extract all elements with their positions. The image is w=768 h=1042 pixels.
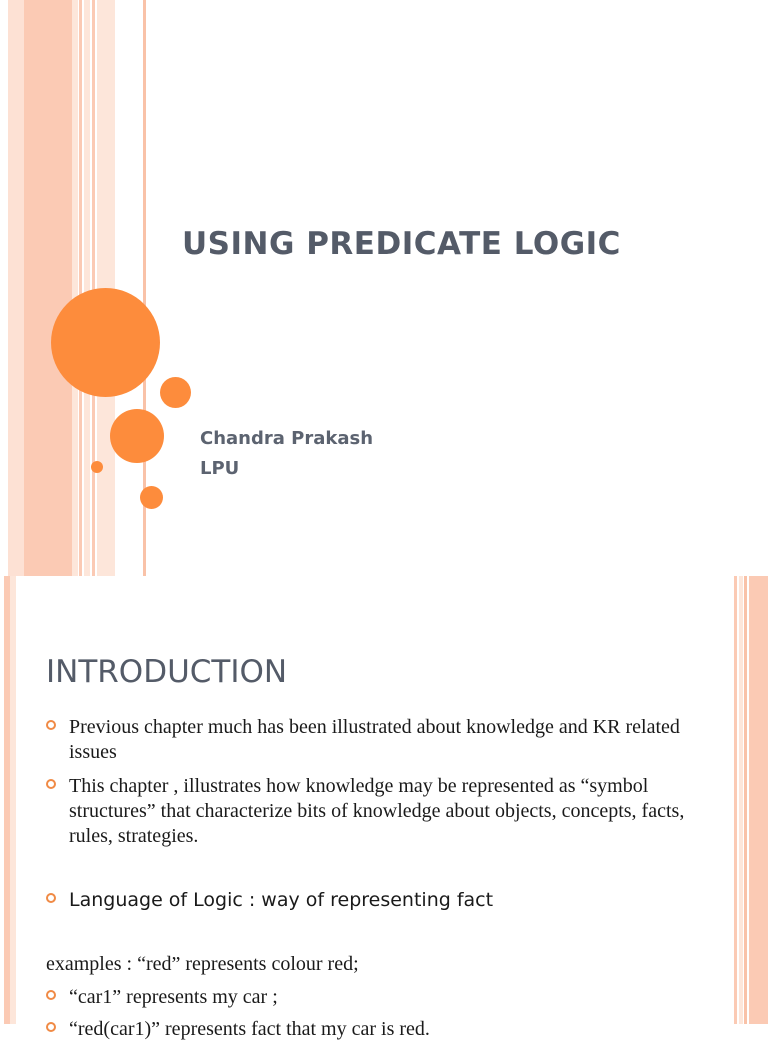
example-bullet-list bbox=[46, 985, 706, 1042]
decorative-stripe bbox=[10, 576, 16, 1024]
list-item bbox=[46, 1017, 706, 1042]
introduction-slide bbox=[0, 576, 768, 1040]
list-item bbox=[46, 715, 706, 765]
list-item bbox=[46, 888, 706, 913]
decorative-stripe bbox=[739, 576, 743, 1024]
decorative-circle bbox=[140, 486, 163, 509]
decorative-circle-small bbox=[91, 461, 103, 473]
bullet-circle-icon bbox=[46, 720, 56, 730]
list-item-text: “car1” represents my car ; bbox=[69, 986, 278, 1008]
decorative-circle bbox=[110, 409, 164, 463]
list-item-text: “red(car1)” represents fact that my car is red. bbox=[69, 1018, 430, 1040]
author-block bbox=[200, 424, 373, 484]
list-item bbox=[46, 985, 706, 1010]
decorative-circle bbox=[160, 377, 191, 408]
decorative-circle-large bbox=[51, 288, 160, 397]
decorative-stripe bbox=[79, 0, 82, 576]
bullet-circle-icon bbox=[46, 990, 56, 1000]
decorative-stripe bbox=[72, 0, 78, 576]
author-name: Chandra Prakash bbox=[200, 428, 374, 449]
list-item-text: Previous chapter much has been illustrated about knowledge and KR related issues bbox=[69, 716, 680, 763]
bullet-circle-icon bbox=[46, 1022, 56, 1032]
list-item bbox=[46, 774, 706, 849]
intro-bullet-list bbox=[46, 715, 706, 849]
decorative-stripe bbox=[744, 576, 747, 1024]
decorative-stripe bbox=[734, 576, 737, 1024]
slide-title: USING PREDICATE LOGIC bbox=[182, 226, 621, 262]
decorative-stripe bbox=[84, 0, 90, 576]
bullet-circle-icon bbox=[46, 779, 56, 789]
slide-heading: INTRODUCTION bbox=[46, 654, 288, 690]
list-item-text: This chapter , illustrates how knowledge may be represented as “symbol structures” that characterize bits of knowledge about objects, concepts, facts, rules, strategies. bbox=[69, 775, 685, 847]
decorative-stripe bbox=[8, 0, 24, 576]
examples-text: examples : “red” represents colour red; bbox=[46, 953, 359, 975]
decorative-stripe bbox=[749, 576, 768, 1024]
bullet-circle-icon bbox=[46, 893, 56, 903]
logic-bullet-list bbox=[46, 888, 706, 913]
decorative-stripe bbox=[24, 0, 72, 576]
list-item-text: Language of Logic : way of representing fact bbox=[69, 889, 494, 911]
author-affiliation: LPU bbox=[200, 458, 240, 479]
